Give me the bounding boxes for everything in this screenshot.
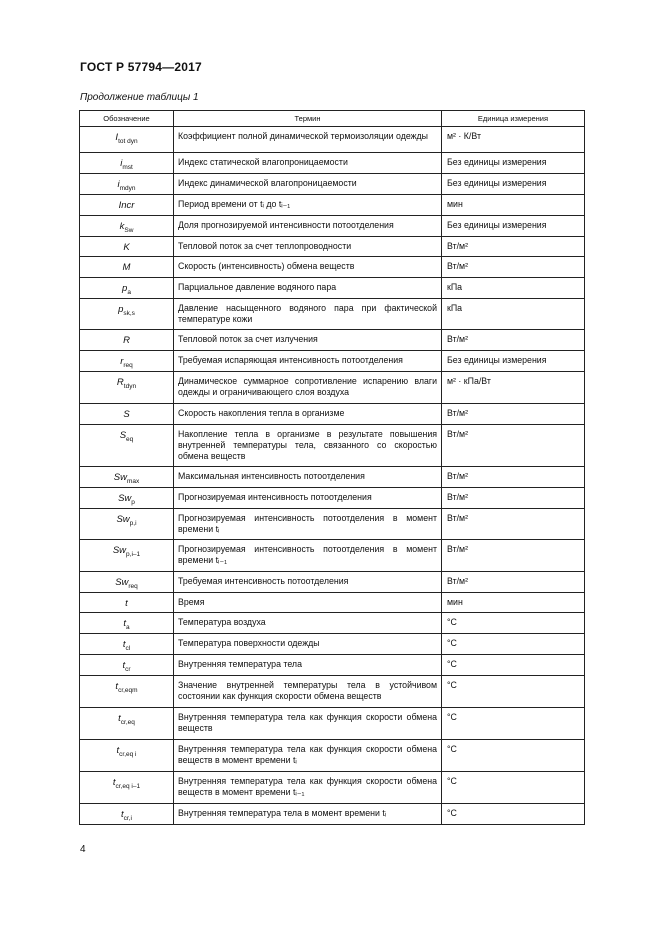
symbol-cell	[80, 487, 174, 508]
symbol-cell	[80, 424, 174, 466]
symbol-cell	[80, 772, 174, 804]
unit-cell: Вт/м²	[442, 487, 585, 508]
term-cell: Коэффициент полной динамической термоизоляции одежды	[174, 127, 442, 153]
table-row	[80, 804, 585, 825]
symbol-subscript: p,i–1	[126, 550, 141, 558]
symbol-cell	[80, 330, 174, 351]
symbol-base: M	[122, 262, 131, 274]
symbol-base: p	[122, 283, 128, 295]
symbol-cell	[80, 236, 174, 257]
symbol-base: Sw	[113, 471, 127, 483]
symbol-base: t	[122, 639, 126, 651]
symbol-base: S	[123, 409, 130, 421]
unit-cell: м² · К/Вт	[442, 127, 585, 153]
symbol-base: t	[115, 681, 119, 693]
term-cell: Внутренняя температура тела как функция скорости обмена веществ	[174, 708, 442, 740]
term-cell: Максимальная интенсивность потоотделения	[174, 466, 442, 487]
table-row	[80, 740, 585, 772]
symbol-cell	[80, 634, 174, 655]
term-cell: Прогнозируемая интенсивность потоотделения в момент времени tᵢ₋₁	[174, 539, 442, 571]
table-row	[80, 127, 585, 153]
symbol-base: p	[118, 304, 124, 316]
table-row	[80, 404, 585, 425]
symbol-subscript: a	[127, 289, 131, 297]
symbol-base: Incr	[118, 199, 135, 211]
term-cell: Требуемая интенсивность потоотделения	[174, 571, 442, 592]
table-row	[80, 571, 585, 592]
symbol-base: r	[120, 356, 124, 368]
term-cell: Доля прогнозируемой интенсивности потоотделения	[174, 215, 442, 236]
symbol-cell	[80, 676, 174, 708]
table-row	[80, 708, 585, 740]
symbol-subscript: cr,eq	[120, 719, 135, 727]
term-cell: Накопление тепла в организме в результате повышения внутренней температуры тела, связанного со скоростью обмена веществ	[174, 424, 442, 466]
term-cell: Внутренняя температура тела	[174, 655, 442, 676]
term-cell: Требуемая испаряющая интенсивность потоотделения	[174, 351, 442, 372]
unit-cell: °С	[442, 676, 585, 708]
term-cell: Прогнозируемая интенсивность потоотделения в момент времени tᵢ	[174, 508, 442, 539]
symbol-cell	[80, 466, 174, 487]
column-header-unit: Единица измерения	[442, 111, 585, 127]
unit-cell: мин	[442, 592, 585, 613]
symbol-subscript: cr	[125, 666, 131, 674]
document-header: ГОСТ Р 57794—2017	[80, 60, 202, 74]
symbol-subscript: cr,i	[123, 815, 132, 823]
unit-cell: Вт/м²	[442, 508, 585, 539]
table-row	[80, 351, 585, 372]
term-cell: Тепловой поток за счет теплопроводности	[174, 236, 442, 257]
symbol-base: I	[115, 132, 119, 143]
term-cell: Индекс статической влагопроницаемости	[174, 153, 442, 174]
table-row	[80, 194, 585, 215]
table-row	[80, 215, 585, 236]
symbol-subscript: mdyn	[119, 184, 136, 192]
table-body	[80, 127, 585, 825]
symbol-cell	[80, 539, 174, 571]
symbol-base: t	[125, 597, 128, 609]
symbol-base: S	[119, 429, 127, 441]
symbol-base: t	[116, 745, 120, 757]
unit-cell: Без единицы измерения	[442, 173, 585, 194]
symbol-cell	[80, 351, 174, 372]
symbol-subscript: tdyn	[123, 382, 137, 390]
table-row	[80, 613, 585, 634]
symbol-cell	[80, 655, 174, 676]
page-number: 4	[80, 844, 86, 855]
symbol-subscript: cr,eqm	[118, 687, 138, 695]
table-row	[80, 466, 585, 487]
symbol-base: K	[123, 241, 130, 253]
term-cell: Скорость (интенсивность) обмена веществ	[174, 257, 442, 278]
unit-cell: °С	[442, 804, 585, 825]
symbol-base: Sw	[116, 513, 130, 525]
unit-cell: °С	[442, 740, 585, 772]
symbol-base: k	[119, 220, 125, 232]
symbol-base: Sw	[115, 576, 129, 588]
table-row	[80, 299, 585, 330]
symbol-base: i	[117, 178, 120, 190]
unit-cell: Вт/м²	[442, 404, 585, 425]
symbol-cell	[80, 740, 174, 772]
term-cell: Температура поверхности одежды	[174, 634, 442, 655]
symbol-cell	[80, 404, 174, 425]
symbol-base: t	[121, 809, 124, 821]
unit-cell: мин	[442, 194, 585, 215]
unit-cell: °С	[442, 613, 585, 634]
unit-cell: Без единицы измерения	[442, 153, 585, 174]
symbol-cell	[80, 571, 174, 592]
symbol-cell	[80, 173, 174, 194]
term-cell: Парциальное давление водяного пара	[174, 278, 442, 299]
symbol-subscript: max	[126, 477, 140, 485]
term-cell: Температура воздуха	[174, 613, 442, 634]
symbol-base: i	[120, 158, 123, 169]
table-row	[80, 592, 585, 613]
column-header-symbol: Обозначение	[80, 111, 174, 127]
symbol-cell	[80, 708, 174, 740]
symbol-base: Sw	[118, 492, 132, 504]
symbol-base: R	[116, 377, 124, 389]
symbol-cell	[80, 299, 174, 330]
table-row	[80, 372, 585, 404]
unit-cell: °С	[442, 708, 585, 740]
unit-cell: кПа	[442, 278, 585, 299]
column-header-term: Термин	[174, 111, 442, 127]
unit-cell: Вт/м²	[442, 571, 585, 592]
table-row	[80, 634, 585, 655]
definitions-table	[79, 110, 585, 825]
term-cell: Значение внутренней температуры тела в устойчивом состоянии как функция скорости обмена веществ	[174, 676, 442, 708]
symbol-base: t	[112, 777, 116, 789]
term-cell: Прогнозируемая интенсивность потоотделения	[174, 487, 442, 508]
table-row	[80, 257, 585, 278]
unit-cell: Без единицы измерения	[442, 215, 585, 236]
symbol-cell	[80, 278, 174, 299]
symbol-cell	[80, 194, 174, 215]
symbol-cell	[80, 257, 174, 278]
unit-cell: Вт/м²	[442, 424, 585, 466]
symbol-subscript: tot dyn	[118, 137, 138, 145]
symbol-cell	[80, 613, 174, 634]
term-cell: Индекс динамической влагопроницаемости	[174, 173, 442, 194]
symbol-cell	[80, 127, 174, 153]
symbol-subscript: Sw	[124, 226, 134, 234]
symbol-subscript: req	[128, 582, 138, 590]
symbol-subscript: mst	[122, 163, 133, 171]
symbol-subscript: eq	[126, 435, 134, 443]
table-row	[80, 424, 585, 466]
symbol-cell	[80, 372, 174, 404]
symbol-subscript: p	[131, 498, 135, 506]
table-caption: Продолжение таблицы 1	[80, 92, 199, 103]
symbol-base: t	[118, 713, 121, 725]
term-cell: Период времени от tᵢ до tᵢ₋₁	[174, 194, 442, 215]
unit-cell: Вт/м²	[442, 330, 585, 351]
table-row	[80, 173, 585, 194]
term-cell: Внутренняя температура тела как функция скорости обмена веществ в момент времени tᵢ	[174, 740, 442, 772]
table-row	[80, 278, 585, 299]
unit-cell: °С	[442, 772, 585, 804]
symbol-subscript: cr,eq i–1	[115, 783, 141, 791]
table-row	[80, 508, 585, 539]
symbol-subscript: a	[126, 624, 130, 632]
term-cell: Внутренняя температура тела в момент времени tᵢ	[174, 804, 442, 825]
term-cell: Скорость накопления тепла в организме	[174, 404, 442, 425]
term-cell: Тепловой поток за счет излучения	[174, 330, 442, 351]
unit-cell: кПа	[442, 299, 585, 330]
symbol-base: R	[123, 335, 130, 347]
symbol-cell	[80, 592, 174, 613]
symbol-base: t	[122, 660, 126, 672]
symbol-cell	[80, 508, 174, 539]
unit-cell: °С	[442, 655, 585, 676]
unit-cell: Вт/м²	[442, 257, 585, 278]
term-cell: Давление насыщенного водяного пара при фактической температуре кожи	[174, 299, 442, 330]
symbol-subscript: cr,eq i	[119, 751, 137, 759]
symbol-subscript: sk,s	[123, 310, 135, 318]
table-row	[80, 539, 585, 571]
symbol-base: t	[123, 618, 126, 630]
symbol-base: Sw	[112, 544, 127, 556]
term-cell: Внутренняя температура тела как функция скорости обмена веществ в момент времени tᵢ₋₁	[174, 772, 442, 804]
unit-cell: Без единицы измерения	[442, 351, 585, 372]
symbol-subscript: cl	[125, 645, 131, 653]
unit-cell: °С	[442, 634, 585, 655]
unit-cell: Вт/м²	[442, 539, 585, 571]
table-row	[80, 236, 585, 257]
table-row	[80, 330, 585, 351]
table-row	[80, 487, 585, 508]
symbol-cell	[80, 215, 174, 236]
symbol-cell	[80, 804, 174, 825]
table-header-row	[80, 111, 585, 127]
unit-cell: м² · кПа/Вт	[442, 372, 585, 404]
term-cell: Динамическое суммарное сопротивление испарению влаги одежды и ограничивающего слоя воздуха	[174, 372, 442, 404]
table-row	[80, 655, 585, 676]
term-cell: Время	[174, 592, 442, 613]
unit-cell: Вт/м²	[442, 236, 585, 257]
symbol-subscript: req	[123, 362, 133, 370]
unit-cell: Вт/м²	[442, 466, 585, 487]
table-row	[80, 772, 585, 804]
symbol-cell	[80, 153, 174, 174]
table-row	[80, 676, 585, 708]
table-row	[80, 153, 585, 174]
symbol-subscript: p,i	[129, 519, 137, 527]
